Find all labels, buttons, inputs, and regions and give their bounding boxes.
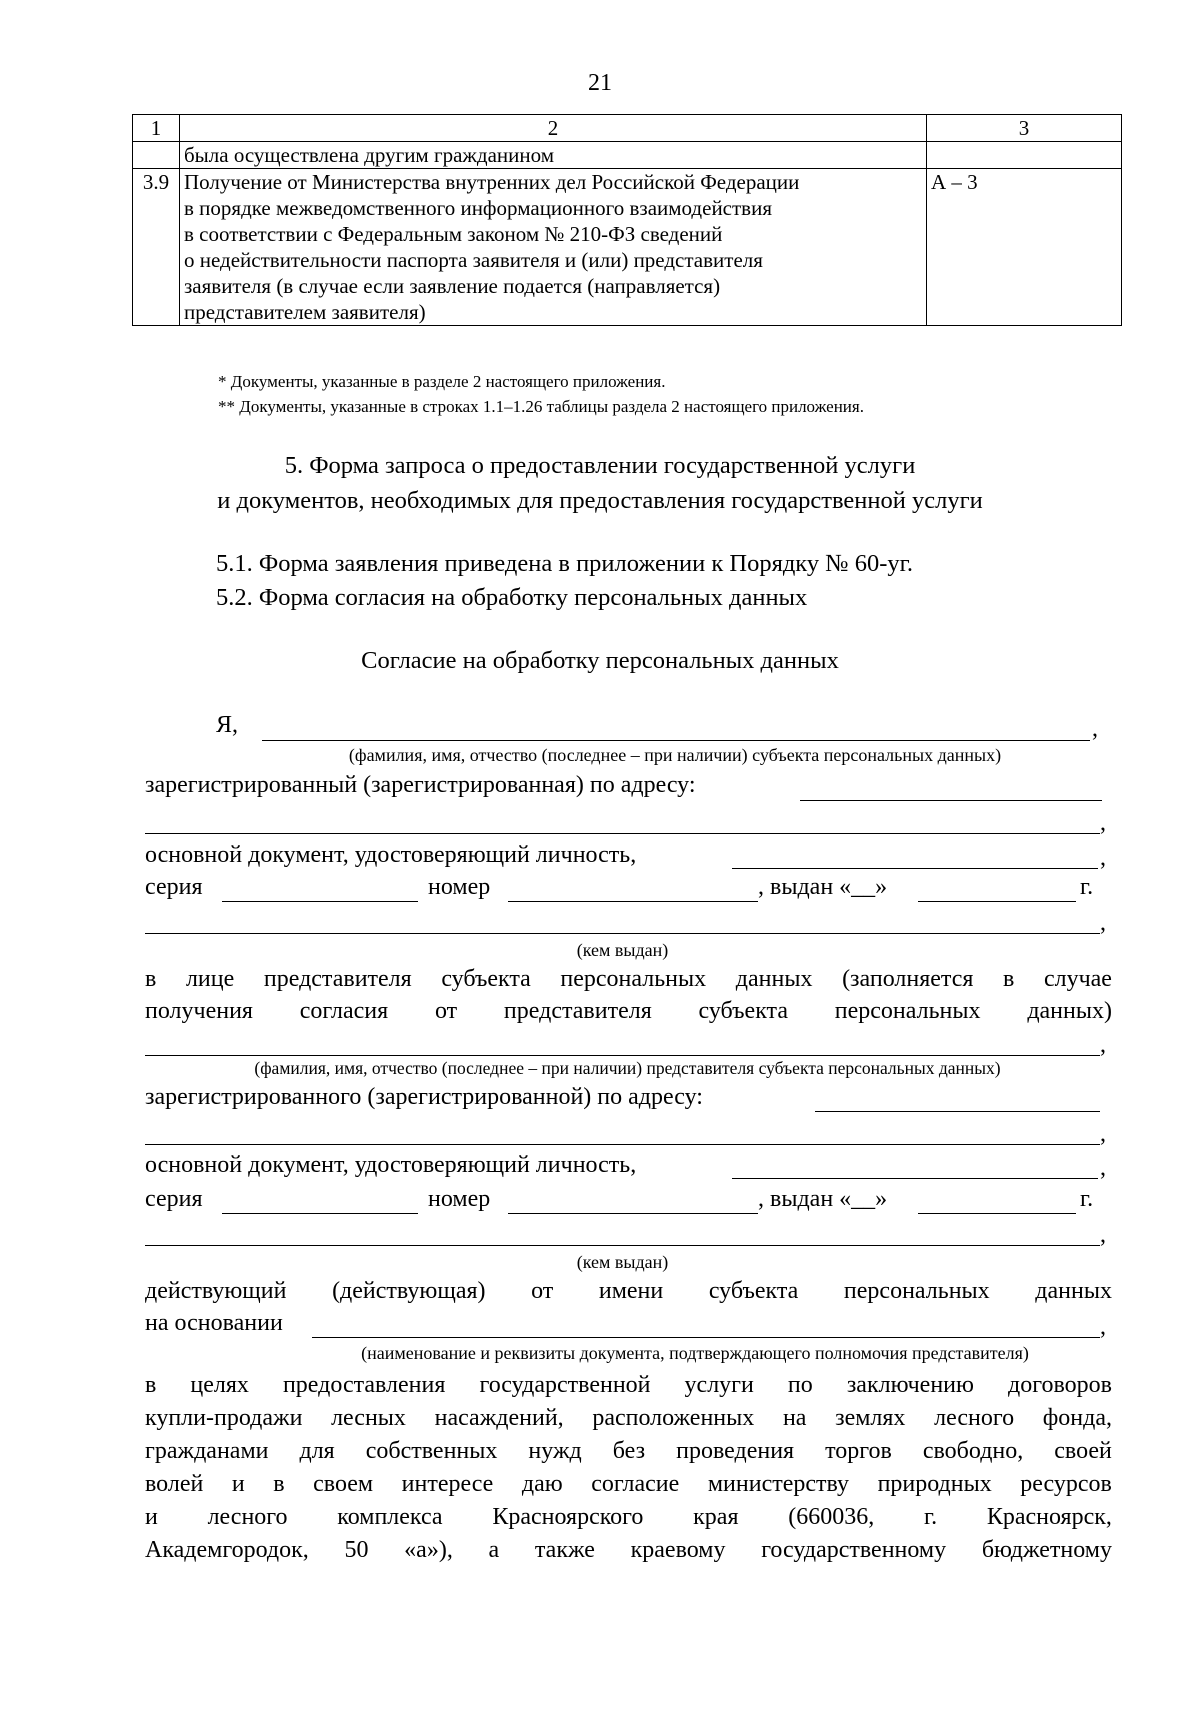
row-number	[133, 142, 180, 169]
word: Красноярск,	[986, 1504, 1112, 1530]
word: купли-продажи	[145, 1405, 303, 1431]
comma: ,	[1100, 910, 1106, 936]
word: своем	[313, 1471, 374, 1497]
word: по	[787, 1372, 813, 1398]
page-number: 21	[588, 70, 612, 96]
reg-address-label: зарегистрированный (зарегистрированная) по адресу:	[145, 772, 696, 798]
word: данных	[735, 966, 813, 992]
year-label: г.	[1080, 874, 1094, 900]
comma: ,	[1100, 1032, 1106, 1058]
rep-main-doc-label: основной документ, удостоверяющий личность,	[145, 1152, 637, 1178]
word: краевому	[630, 1537, 726, 1563]
word: персональных	[834, 998, 981, 1024]
caption-representative-name: (фамилия, имя, отчество (последнее – при наличии) представителя субъекта персональных данных)	[254, 1058, 1001, 1078]
word: бюджетному	[981, 1537, 1112, 1563]
word: фонда,	[1042, 1405, 1112, 1431]
row-text	[180, 142, 927, 169]
row-text	[180, 169, 927, 326]
word: министерству	[707, 1471, 850, 1497]
word: целях	[190, 1372, 249, 1398]
issued-by-field[interactable]	[145, 933, 1100, 934]
issue-date-field[interactable]	[918, 901, 1076, 902]
table-header-row	[133, 115, 1122, 142]
word: лесного	[934, 1405, 1015, 1431]
word: предоставления	[282, 1372, 446, 1398]
address-field-1[interactable]	[800, 800, 1102, 801]
row-text-line: была осуществлена другим гражданином	[184, 143, 555, 167]
word: свободно,	[922, 1438, 1024, 1464]
column-header-1: 1	[133, 115, 180, 142]
row-code: А – 3	[927, 169, 1122, 326]
word: (660036,	[788, 1504, 875, 1530]
rep-series-field[interactable]	[222, 1213, 418, 1214]
word: представителя	[503, 998, 652, 1024]
word: согласие	[591, 1471, 680, 1497]
word: для	[299, 1438, 335, 1464]
paragraph-5-1: 5.1. Форма заявления приведена в приложении к Порядку № 60-уг.	[216, 550, 914, 577]
word: персональных	[560, 966, 707, 992]
rep-issue-date-field[interactable]	[918, 1213, 1076, 1214]
justified-row	[145, 1278, 1112, 1305]
word: государственному	[761, 1537, 947, 1563]
word: персональных	[843, 1278, 990, 1304]
word: интересе	[401, 1471, 494, 1497]
word: имени	[598, 1278, 664, 1304]
caption-issued-by: (кем выдан)	[576, 940, 669, 960]
comma: ,	[1100, 1121, 1106, 1147]
word: в	[145, 1372, 157, 1398]
word: гражданами	[145, 1438, 269, 1464]
rep-address-field-1[interactable]	[815, 1111, 1100, 1112]
rep-number-label: номер	[428, 1186, 491, 1212]
ya-label: Я,	[216, 712, 239, 738]
word: также	[534, 1537, 595, 1563]
row-text-line: о недействительности паспорта заявителя и (или) представителя	[184, 248, 763, 272]
row-text-line: в соответствии с Федеральным законом № 210-ФЗ сведений	[184, 222, 723, 246]
word: а	[488, 1537, 500, 1563]
footnote-1: * Документы, указанные в разделе 2 настоящего приложения.	[218, 372, 666, 391]
section-title-line-1: 5. Форма запроса о предоставлении государственной услуги	[284, 452, 916, 479]
word: нужд	[528, 1438, 582, 1464]
justified-row	[145, 1438, 1112, 1465]
rep-number-field[interactable]	[508, 1213, 758, 1214]
word: (действующая)	[332, 1278, 486, 1304]
word: края	[693, 1504, 739, 1530]
representative-text-line-1	[145, 966, 1112, 993]
rep-year-label: г.	[1080, 1186, 1094, 1212]
services-table	[132, 114, 1122, 326]
table-row	[133, 169, 1122, 326]
paragraph-5-2: 5.2. Форма согласия на обработку персональных данных	[216, 584, 808, 611]
rep-main-doc-field[interactable]	[732, 1178, 1098, 1179]
main-doc-field[interactable]	[732, 868, 1098, 869]
word: Академгородок,	[145, 1537, 309, 1563]
row-code	[927, 142, 1122, 169]
word: землях	[835, 1405, 906, 1431]
main-doc-label: основной документ, удостоверяющий личность,	[145, 842, 637, 868]
column-header-3: 3	[927, 115, 1122, 142]
rep-series-label: серия	[145, 1186, 203, 1212]
comma: ,	[1100, 1222, 1106, 1248]
number-field[interactable]	[508, 901, 758, 902]
address-field-2[interactable]	[145, 833, 1100, 834]
series-field[interactable]	[222, 901, 418, 902]
basis-document-field[interactable]	[312, 1337, 1100, 1338]
word: лесных	[331, 1405, 406, 1431]
number-label: номер	[428, 874, 491, 900]
justified-row	[145, 1537, 1112, 1564]
footnote-2: ** Документы, указанные в строках 1.1–1.26 таблицы раздела 2 настоящего приложения.	[218, 397, 864, 416]
justified-row	[145, 1372, 1112, 1399]
basis-label: на основании	[145, 1310, 283, 1336]
purpose-line-6	[145, 1537, 1112, 1564]
word: своей	[1054, 1438, 1112, 1464]
purpose-line-2	[145, 1405, 1112, 1432]
word: государственной	[479, 1372, 651, 1398]
word: 50	[344, 1537, 369, 1563]
word: услуги	[684, 1372, 754, 1398]
justified-row	[145, 1471, 1112, 1498]
word: без	[612, 1438, 646, 1464]
representative-text-line-2	[145, 998, 1112, 1025]
caption-basis-document: (наименование и реквизиты документа, подтверждающего полномочия представителя)	[361, 1343, 1029, 1363]
word: субъекта	[441, 966, 531, 992]
row-text-line: заявителя (в случае если заявление подается (направляется)	[184, 274, 721, 298]
word: действующий	[145, 1278, 287, 1304]
word: даю	[521, 1471, 563, 1497]
word: «а»),	[404, 1537, 453, 1563]
word: субъекта	[708, 1278, 799, 1304]
purpose-line-4	[145, 1471, 1112, 1498]
justified-row	[145, 998, 1112, 1025]
row-text-line: Получение от Министерства внутренних дел Российской Федерации	[184, 170, 800, 194]
word: от	[531, 1278, 554, 1304]
word: комплекса	[337, 1504, 443, 1530]
word: ресурсов	[1020, 1471, 1112, 1497]
representative-name-field[interactable]	[145, 1055, 1100, 1056]
rep-issued-label: , выдан «__»	[758, 1186, 888, 1212]
word: и	[145, 1504, 158, 1530]
justified-row	[145, 1504, 1112, 1531]
word: в	[145, 966, 157, 992]
reg-address-rep-label: зарегистрированного (зарегистрированной) по адресу:	[145, 1084, 703, 1110]
word: в	[273, 1471, 285, 1497]
word: г.	[923, 1504, 938, 1530]
word: данных	[1035, 1278, 1112, 1304]
word: заключению	[846, 1372, 974, 1398]
comma: ,	[1100, 1155, 1106, 1181]
justified-row	[145, 966, 1112, 993]
comma: ,	[1092, 716, 1098, 742]
word: получения	[145, 998, 253, 1024]
purpose-line-3	[145, 1438, 1112, 1465]
issued-label: , выдан «__»	[758, 874, 888, 900]
word: лесного	[207, 1504, 288, 1530]
row-number: 3.9	[133, 169, 180, 326]
word: в	[1003, 966, 1015, 992]
word: проведения	[676, 1438, 795, 1464]
section-title-line-2: и документов, необходимых для предоставления государственной услуги	[217, 487, 983, 514]
comma: ,	[1100, 1314, 1106, 1340]
word: и	[231, 1471, 245, 1497]
word: данных)	[1027, 998, 1112, 1024]
word: природных	[877, 1471, 992, 1497]
justified-row	[145, 1405, 1112, 1432]
word: от	[434, 998, 458, 1024]
word: договоров	[1007, 1372, 1112, 1398]
series-label: серия	[145, 874, 203, 900]
caption-rep-issued-by: (кем выдан)	[576, 1252, 669, 1272]
word: волей	[145, 1471, 204, 1497]
word: на	[782, 1405, 807, 1431]
purpose-line-1	[145, 1372, 1112, 1399]
rep-issued-by-field[interactable]	[145, 1245, 1100, 1246]
word: согласия	[299, 998, 389, 1024]
word: расположенных	[592, 1405, 755, 1431]
word: насаждений,	[434, 1405, 564, 1431]
column-header-2: 2	[180, 115, 927, 142]
acting-text-line	[145, 1278, 1112, 1305]
word: (заполняется	[842, 966, 974, 992]
consent-title: Согласие на обработку персональных данных	[361, 647, 839, 674]
comma: ,	[1100, 810, 1106, 836]
table-row	[133, 142, 1122, 169]
row-text-line: представителем заявителя)	[184, 300, 426, 324]
word: Красноярского	[492, 1504, 644, 1530]
caption-subject-name: (фамилия, имя, отчество (последнее – при наличии) субъекта персональных данных)	[348, 745, 1002, 765]
word: случае	[1043, 966, 1112, 992]
comma: ,	[1100, 845, 1106, 871]
word: собственных	[365, 1438, 498, 1464]
subject-name-field[interactable]	[262, 740, 1090, 741]
word: субъекта	[698, 998, 788, 1024]
rep-address-field-2[interactable]	[145, 1144, 1100, 1145]
row-text-line: в порядке межведомственного информационного взаимодействия	[184, 196, 772, 220]
word: торгов	[825, 1438, 892, 1464]
word: представителя	[263, 966, 412, 992]
purpose-line-5	[145, 1504, 1112, 1531]
word: лице	[185, 966, 235, 992]
